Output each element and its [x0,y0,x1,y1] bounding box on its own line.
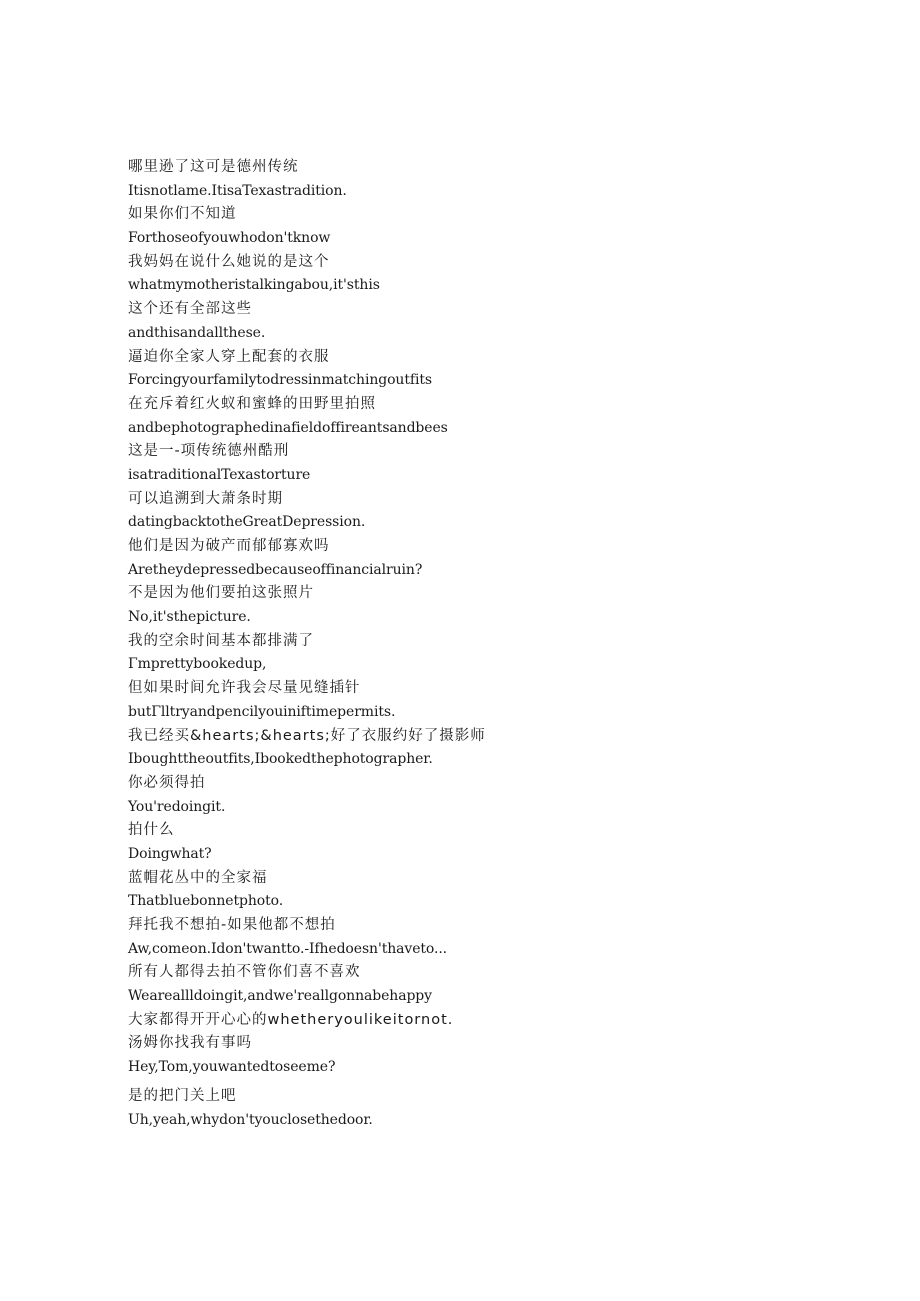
english-subtitle-line: Itisnotlame.ItisaTexastradition. [128,182,347,199]
english-subtitle-line: whatmymotheristalkingabou,it'sthis [128,277,380,294]
chinese-subtitle-line: 所有人都得去拍不管你们喜不喜欢 [128,964,361,981]
english-subtitle-line: Hey,Tom,youwantedtoseeme? [128,1059,336,1076]
chinese-subtitle-line: 拍什么 [128,822,175,839]
english-subtitle-line: isatraditionalTexastorture [128,466,311,483]
chinese-subtitle-line: 这个还有全部这些 [128,301,252,318]
english-subtitle-line: Thatbluebonnetphoto. [128,893,284,910]
chinese-subtitle-line: 是的把门关上吧 [128,1087,237,1104]
chinese-subtitle-line: 哪里逊了这可是德州传统 [128,159,299,175]
chinese-subtitle-line: 但如果时间允许我会尽量见缝插针 [128,680,361,697]
english-subtitle-line: andthisandallthese. [128,324,266,341]
chinese-subtitle-line: 如果你们不知道 [128,206,237,223]
english-subtitle-line: Iboughttheoutfits,Ibookedthephotographer. [128,751,433,768]
chinese-subtitle-line: 他们是因为破产而郁郁寡欢吗 [128,538,330,554]
english-subtitle-line: Forthoseofyouwhodon'tknow [128,230,331,247]
chinese-subtitle-line: 蓝帽花丛中的全家福 [128,869,268,886]
english-subtitle-line: Uh,yeah,whydon'tyouclosethedoor. [128,1111,373,1128]
chinese-subtitle-line: 逼迫你全家人穿上配套的衣服 [128,348,330,365]
english-subtitle-line: butΓlltryandpencilyouiniftimepermits. [128,703,396,720]
english-subtitle-line: andbephotographedinafieldoffireantsandbees [128,419,448,436]
subtitle-transcript [128,156,848,1132]
chinese-subtitle-line: 在充斥着红火蚁和蜜蜂的田野里拍照 [128,395,376,412]
english-subtitle-line: Aretheydepressedbecauseoffinancialruin? [128,561,423,578]
chinese-subtitle-line: 你必须得拍 [128,774,206,791]
chinese-subtitle-line: 汤姆你找我有事吗 [128,1035,252,1052]
chinese-subtitle-line: 我已经买&hearts;&hearts;好了衣服约好了摄影师 [128,727,486,744]
english-subtitle-line: Forcingyourfamilytodressinmatchingoutfits [128,372,432,389]
english-subtitle-line: Doingwhat? [128,845,212,862]
chinese-subtitle-line: 这是一-项传统德州酷刑 [128,443,290,460]
chinese-subtitle-line: 我的空余时间基本都排满了 [128,632,314,649]
chinese-subtitle-line: 我妈妈在说什么她说的是这个 [128,253,330,270]
english-subtitle-line: Weareallldoingit,andwe'reallgonnabehappy [128,988,432,1005]
english-subtitle-line: You'redoingit. [128,798,226,815]
english-subtitle-line: No,it'sthepicture. [128,609,251,626]
chinese-subtitle-line: 大家都得开开心心的whetheryoulikeitornot. [128,1011,454,1028]
chinese-subtitle-line: 拜托我不想拍-如果他都不想拍 [128,917,336,933]
chinese-subtitle-line: 不是因为他们要拍这张照片 [128,585,314,602]
chinese-subtitle-line: 可以追溯到大萧条时期 [128,490,283,507]
english-subtitle-line: datingbacktotheGreatDepression. [128,514,366,531]
english-subtitle-line: Γmprettybookedup, [128,656,267,673]
english-subtitle-line: Aw,comeon.Idon'twantto.-Ifhedoesn'thaveto... [128,940,448,957]
